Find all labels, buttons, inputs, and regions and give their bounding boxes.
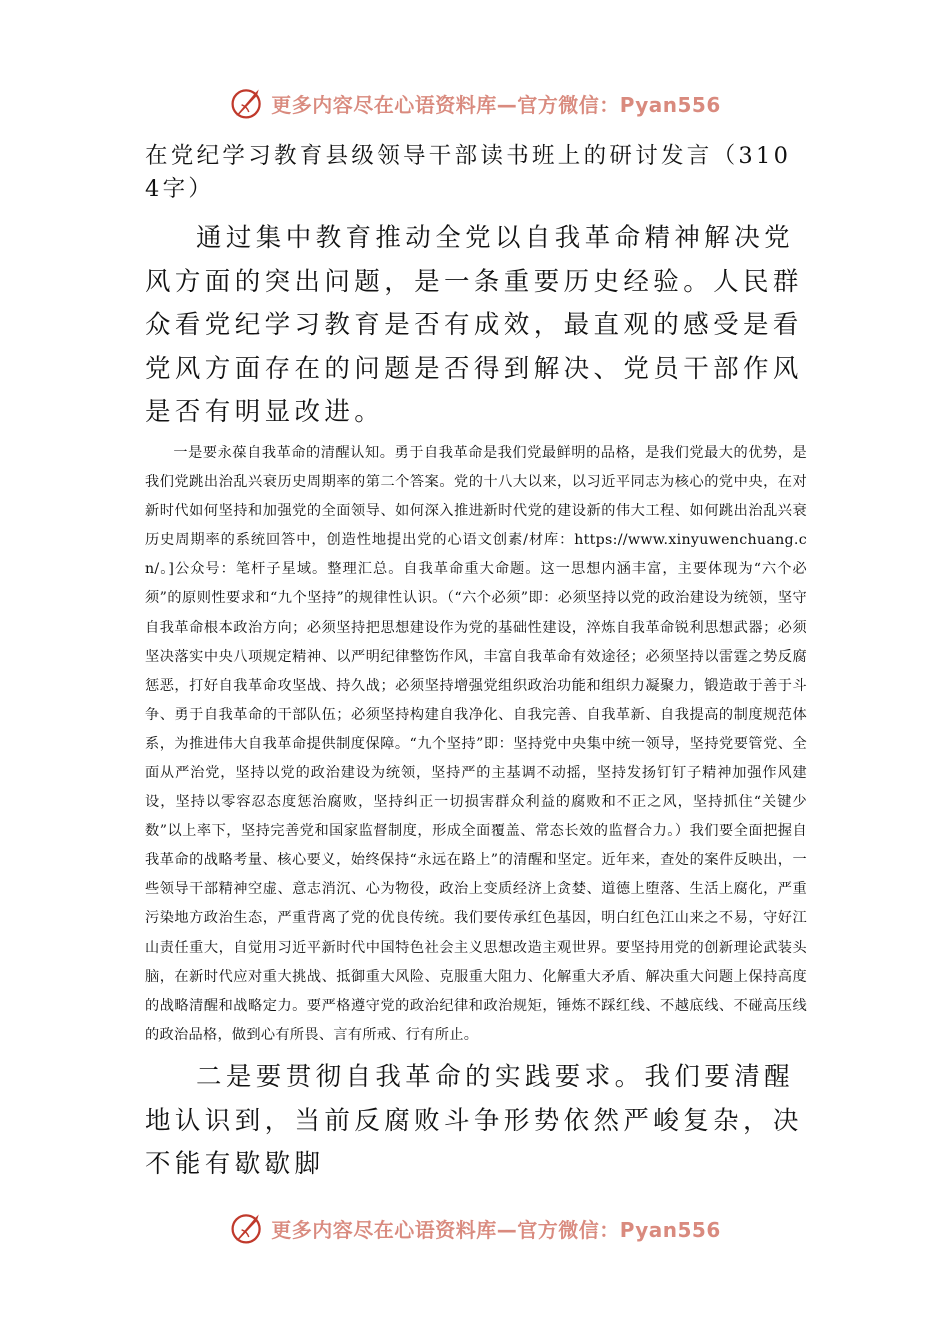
section-2-paragraph: 二是要贯彻自我革命的实践要求。我们要清醒地认识到，当前反腐败斗争形势依然严峻复杂，决不能有歇歇脚 xyxy=(145,1061,803,1180)
intro-paragraph: 通过集中教育推动全党以自我革命精神解决党风方面的突出问题，是一条重要历史经验。人民群众看党纪学习教育是否有成效，最直观的感受是看党风方面存在的问题是否得到解决、党员干部作风是否有明显改进。 xyxy=(145,223,803,428)
header-watermark-banner xyxy=(0,83,950,123)
quill-pen-logo-icon xyxy=(229,1210,265,1246)
footer-watermark-banner xyxy=(0,1208,950,1248)
banner-text: 更多内容尽在心语资料库—官方微信：Pyan556 xyxy=(271,92,721,117)
document-title: 在党纪学习教育县级领导干部读书班上的研讨发言（3104字） xyxy=(145,143,792,202)
section-1-paragraph: 一是要永葆自我革命的清醒认知。勇于自我革命是我们党最鲜明的品格，是我们党最大的优势，是我们党跳出治乱兴衰历史周期率的第二个答案。党的十八大以来，以习近平同志为核心的党中央，在对新时代如何坚持和加强党的全面领导、如何深入推进新时代党的建设新的伟大工程、如何跳出治乱兴衰历史周期率的系统回答中，创造性地提出党的心语文创素/材库：https://www.xinyuwenchuang.cn/。]公众号：笔杆子星域。整理汇总。自我革命重大命题。这一思想内涵丰富，主要体现为“六个必须”的原则性要求和“九个坚持”的规律性认识。（“六个必须”即：必须坚持以党的政治建设为统领，坚守自我革命根本政治方向；必须坚持把思想建设作为党的基础性建设，淬炼自我革命锐利思想武器；必须坚决落实中央八项规定精神、以严明纪律整饬作风，丰富自我革命有效途径；必须坚持以雷霆之势反腐惩恶，打好自我革命攻坚战、持久战；必须坚持增强党组织政治功能和组织力凝聚力，锻造敢于善于斗争、勇于自我革命的干部队伍；必须坚持构建自我净化、自我完善、自我革新、自我提高的制度规范体系，为推进伟大自我革命提供制度保障。“九个坚持”即：坚持党中央集中统一领导，坚持党要管党、全面从严治党，坚持以党的政治建设为统领，坚持严的主基调不动摇，坚持发扬钉钉子精神加强作风建设，坚持以零容忍态度惩治腐败，坚持纠正一切损害群众利益的腐败和不正之风，坚持抓住“关键少数”以上率下，坚持完善党和国家监督制度，形成全面覆盖、常态长效的监督合力。）我们要全面把握自我革命的战略考量、核心要义，始终保持“永远在路上”的清醒和坚定。近年来，查处的案件反映出，一些领导干部精神空虚、意志消沉、心为物役，政治上变质经济上贪婪、道德上堕落、生活上腐化，严重污染地方政治生态，严重背离了党的优良传统。我们要传承红色基因，明白红色江山来之不易，守好江山责任重大，自觉用习近平新时代中国特色社会主义思想改造主观世界。要坚持用党的创新理论武装头脑，在新时代应对重大挑战、抵御重大风险、克服重大阻力、化解重大矛盾、解决重大问题上保持高度的战略清醒和战略定力。要严格遵守党的政治纪律和政治规矩，锤炼不踩红线、不越底线、不碰高压线的政治品格，做到心有所畏、言有所戒、行有所止。 xyxy=(145,444,807,1043)
document-body xyxy=(145,140,807,1187)
banner-text: 更多内容尽在心语资料库—官方微信：Pyan556 xyxy=(271,1217,721,1242)
quill-pen-logo-icon xyxy=(229,85,265,121)
